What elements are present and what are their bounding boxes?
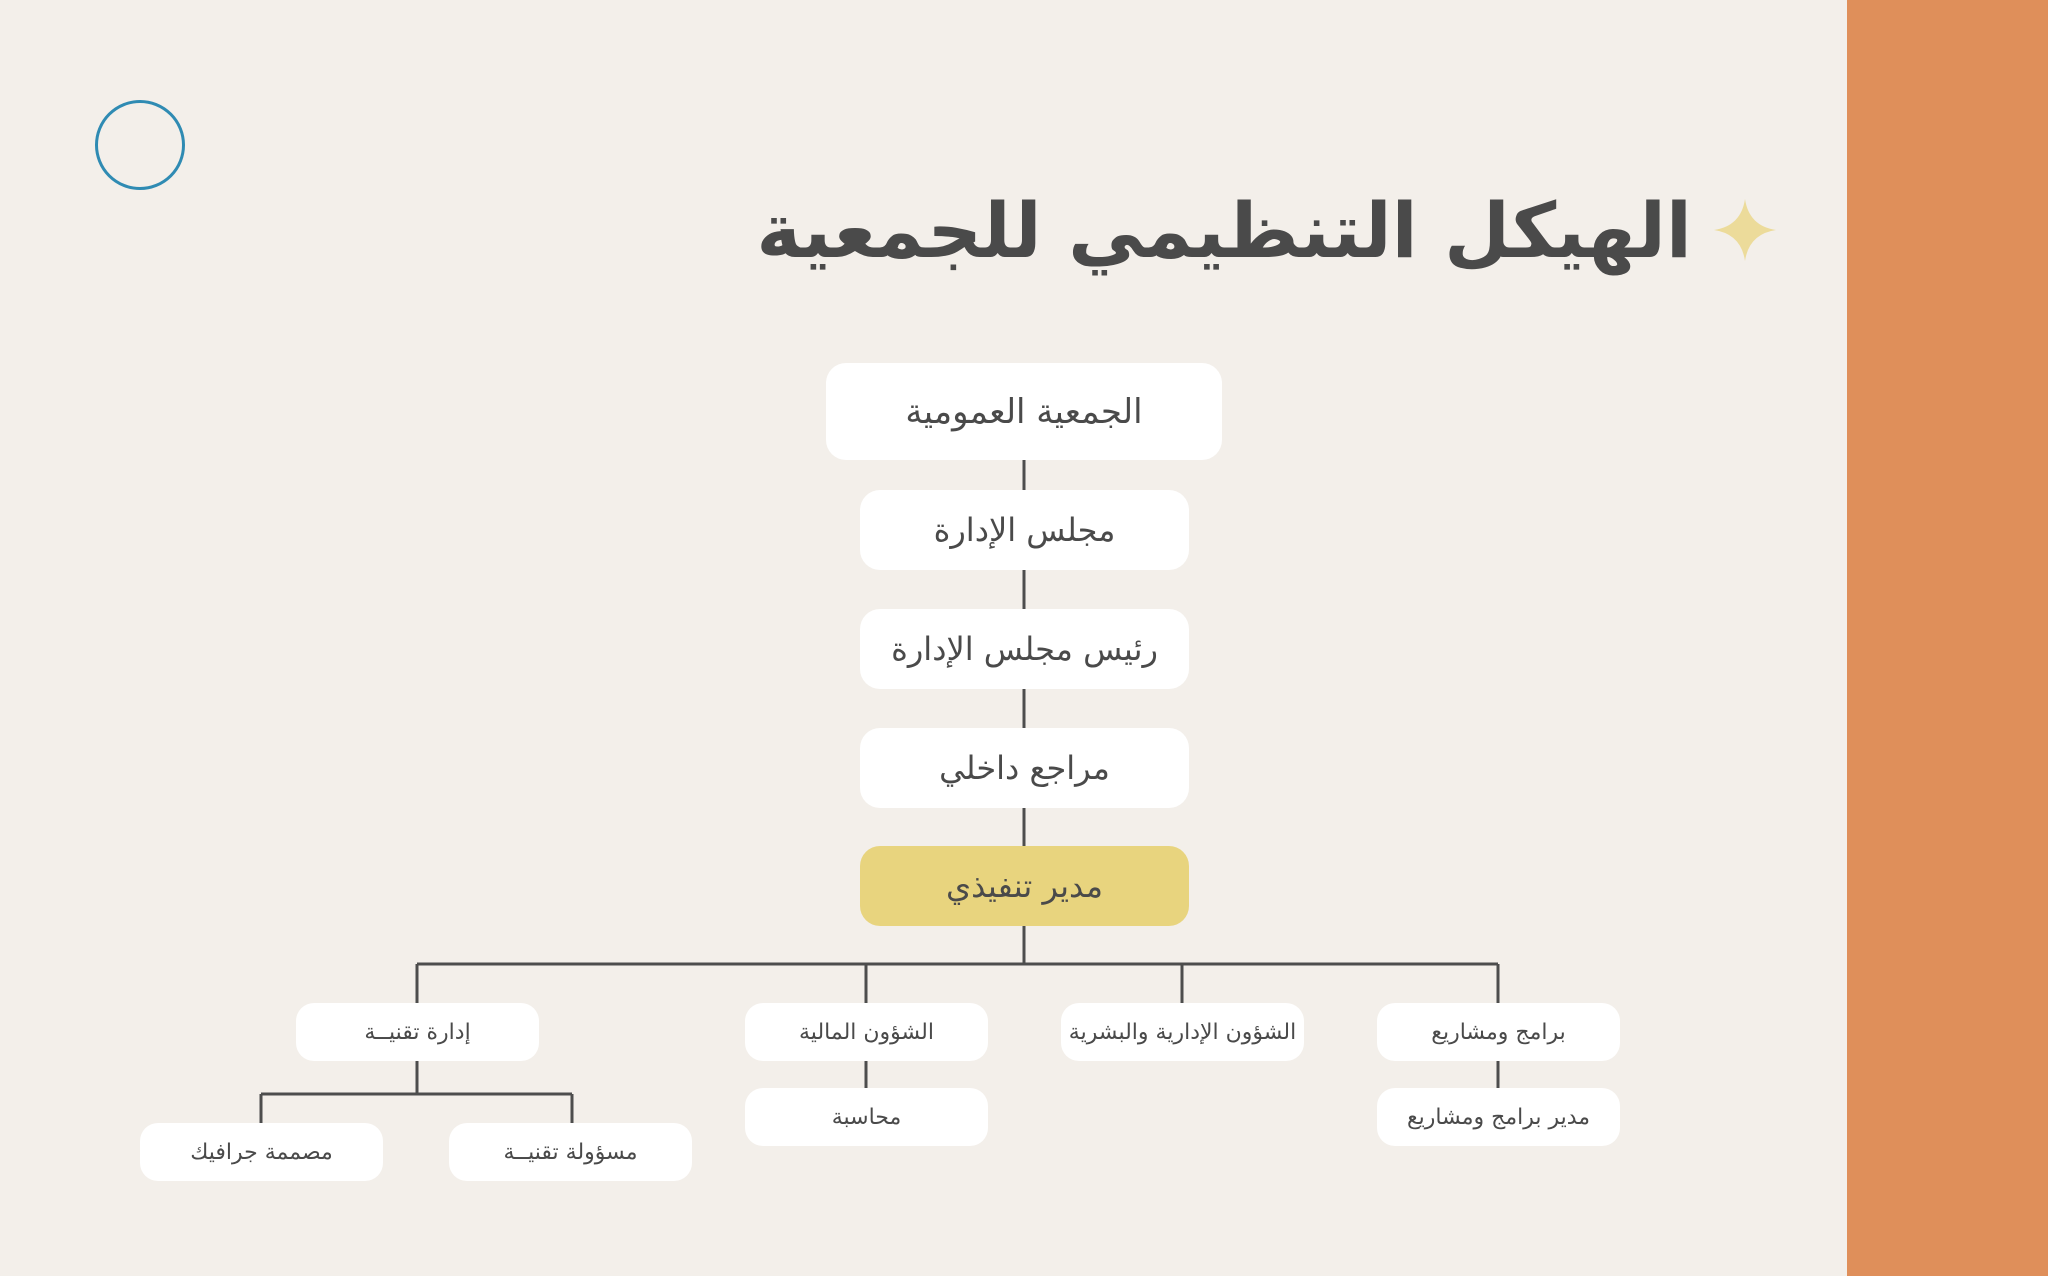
- node-accounting[interactable]: محاسبة: [745, 1088, 988, 1146]
- node-admin-hr-affairs[interactable]: الشؤون الإدارية والبشرية: [1061, 1003, 1304, 1061]
- node-graphic-designer[interactable]: مصممة جرافيك: [140, 1123, 383, 1181]
- node-programs-manager[interactable]: مدير برامج ومشاريع: [1377, 1088, 1620, 1146]
- node-tech-officer[interactable]: مسؤولة تقنيــة: [449, 1123, 692, 1181]
- node-board-of-directors[interactable]: مجلس الإدارة: [860, 490, 1189, 570]
- node-general-assembly[interactable]: الجمعية العمومية: [826, 363, 1222, 460]
- node-internal-auditor[interactable]: مراجع داخلي: [860, 728, 1189, 808]
- node-programs-projects[interactable]: برامج ومشاريع: [1377, 1003, 1620, 1061]
- page-title: الهيكل التنظيمي للجمعية: [756, 185, 1692, 275]
- node-executive-director[interactable]: مدير تنفيذي: [860, 846, 1189, 926]
- node-financial-affairs[interactable]: الشؤون المالية: [745, 1003, 988, 1061]
- node-board-chairman[interactable]: رئيس مجلس الإدارة: [860, 609, 1189, 689]
- node-tech-management[interactable]: إدارة تقنيــة: [296, 1003, 539, 1061]
